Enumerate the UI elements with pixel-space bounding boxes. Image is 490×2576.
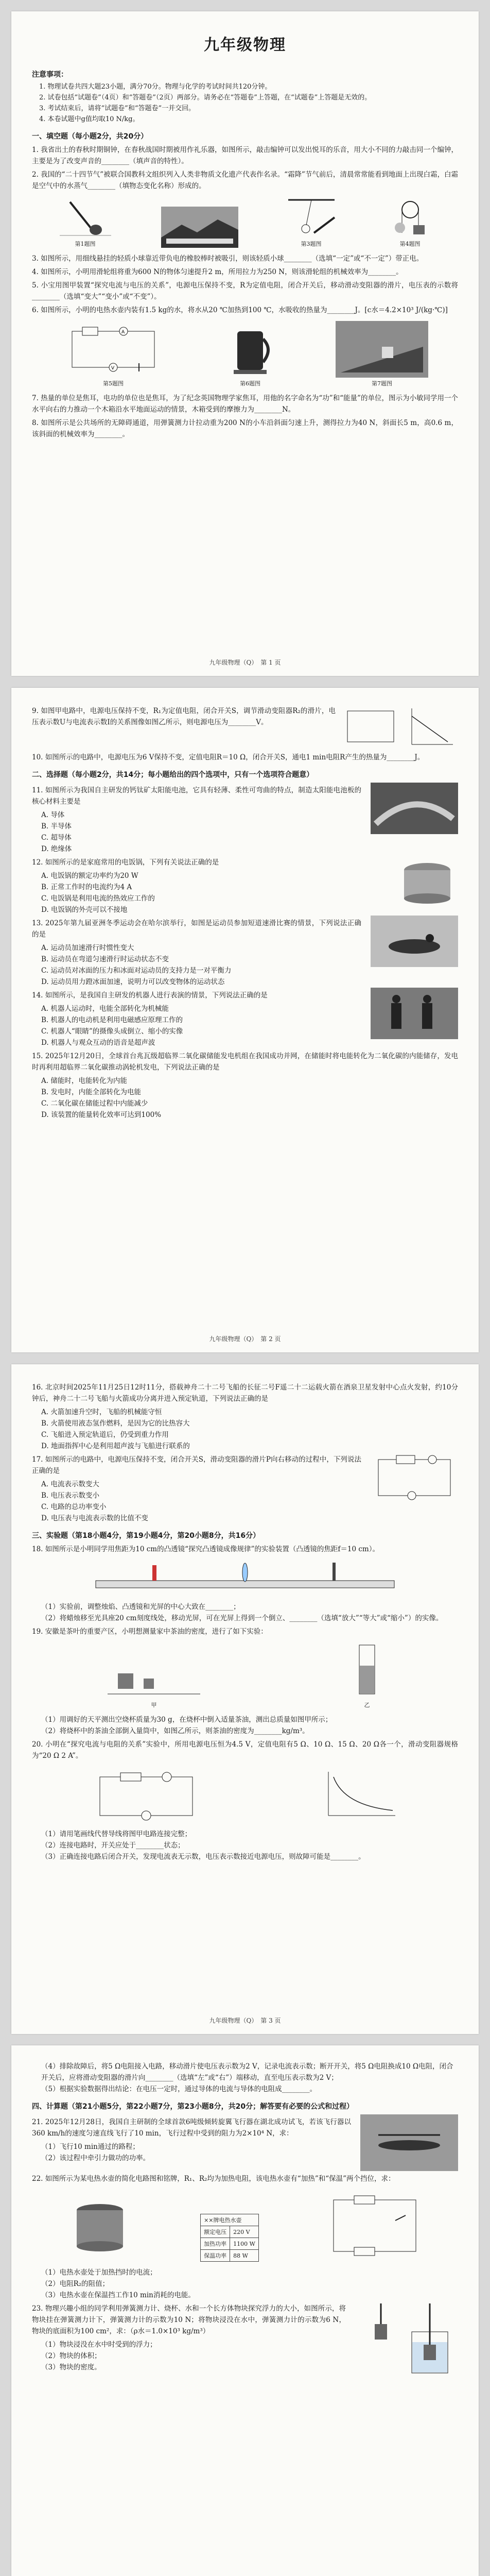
notice-item: 2. 试卷包括“试题卷”（4页）和“答题卷”（2页）两部分。请务必在“答题卷”上答题，在“试题卷”上答题是无效的。 xyxy=(39,94,372,101)
option: B. 电压表示数变小 xyxy=(41,1492,100,1500)
figure-row-1 xyxy=(32,197,458,248)
optical-bench-figure xyxy=(32,1560,458,1596)
question-20: 20. 小明在“探究电流与电阻的关系”实验中，所用电源电压恒为4.5 V，定值电阻有5 Ω、10 Ω、15 Ω、20 Ω各一个，滑动变阻器规格为“20 Ω 2 A”。 xyxy=(32,1740,458,1760)
exam-page-3 xyxy=(11,1364,479,2034)
figure-caption: 第5题图 xyxy=(103,380,124,387)
figure-balance xyxy=(102,1653,205,1709)
circuit-diagram-icon xyxy=(62,321,165,378)
option: B. 正常工作时的电流约为4 A xyxy=(41,883,132,891)
sub-question: （1）实验前，调整烛焰、凸透镜和光屏的中心大致在________； xyxy=(41,1603,240,1611)
option: A. 运动员加速滑行时惯性变大 xyxy=(41,944,134,952)
section-heading: 一、填空题（每小题2分，共20分） xyxy=(32,132,148,141)
question-1: 1. 我省出土的春秋时期铜钟，在春秋战国时期被用作礼乐器，如图所示，敲击编钟可以发出悦耳的乐音，用大小不同的力敲击同一个编钟，主要是为了改变声音的________（填声音的特性）。 xyxy=(32,146,458,165)
figure-landscape xyxy=(161,207,238,248)
figure-row-19 xyxy=(32,1642,458,1709)
option: D. 电压表与电流表示数的比值不变 xyxy=(41,1514,148,1522)
option: D. 机器人与观众互动的语音是超声波 xyxy=(41,1039,155,1047)
table-cell: 保温功率 xyxy=(201,2250,230,2262)
question-17: 17. 如图所示的电路中，电源电压保持不变，闭合开关S，滑动变阻器的滑片P向右移动的过程中，下列说法正确的是 xyxy=(32,1455,361,1475)
question-15: 15. 2025年12月20日，全球首台兆瓦级超临界二氧化碳储能发电机组在我国成功并网，在储能时将电能转化为二氧化碳的内能储存，发电时再利用超临界二氧化碳推动涡轮机发电，下列说法正确的是 xyxy=(32,1052,458,1072)
option: B. 半导体 xyxy=(41,822,72,831)
table-row xyxy=(201,2238,259,2250)
measuring-cylinder-icon xyxy=(346,1642,388,1699)
svg-text:A: A xyxy=(121,330,125,335)
figure-caption: 甲 xyxy=(151,1702,157,1708)
notice-item: 1. 物理试卷共四大题23小题，满分70分。物理与化学的考试时间共120分钟。 xyxy=(39,83,272,91)
sub-question: （3）物块的密度。 xyxy=(41,2363,101,2371)
question-12: 12. 如图所示的是家庭常用的电饭锅，下列有关说法正确的是 xyxy=(32,858,219,867)
q14-row xyxy=(32,988,458,1048)
iu-graph-icon xyxy=(345,703,458,750)
notice-list xyxy=(32,81,458,125)
buoyancy-experiment-icon xyxy=(355,2301,458,2378)
figure-row-22 xyxy=(32,2190,458,2262)
sub-question: （3）正确连接电路后闭合开关，发现电流表无示数，电压表示数接近电源电压，则故障可能是________。 xyxy=(41,1853,365,1861)
nameplate-title: ××牌电热水壶 xyxy=(201,2214,259,2226)
q13-row xyxy=(32,916,458,988)
q9-row xyxy=(32,703,458,750)
question-13: 13. 2025年第九届亚洲冬季运动会在哈尔滨举行，如图是运动员参加短道速滑比赛的情景，下列说法正确的是 xyxy=(32,919,361,939)
figure-kettle xyxy=(224,321,276,387)
option: D. 地面指挥中心是利用超声波与飞船进行联系的 xyxy=(41,1442,190,1450)
balance-weights-icon xyxy=(102,1653,205,1699)
sub-question: （4）排除故障后，将5 Ω电阻接入电路，移动滑片使电压表示数为2 V，记录电流表示数；断开开关，将5 Ω电阻换成10 Ω电阻，闭合开关后，应将滑动变阻器的滑片向________（选填“左”或“右”）端移动，直至电压表示数为2 V； xyxy=(41,2062,453,2082)
sub-question: （1）电热水壶处于加热挡时的电流； xyxy=(41,2268,157,2277)
table-cell: 加热功率 xyxy=(201,2238,230,2250)
question-8: 8. 如图所示是公共场所的无障碍通道，用弹簧测力计拉动重为200 N的小车沿斜面匀速上升，测得拉力为40 N，斜面长5 m，高0.6 m，该斜面的机械效率为________。 xyxy=(32,419,458,438)
option: B. 机器人的电动机是利用电磁感应原理工作的 xyxy=(41,1016,183,1024)
question-10: 10. 如图所示的电路中，电源电压为6 V保持不变，定值电阻R＝10 Ω，闭合开关S，通电1 min电阻R产生的热量为________J。 xyxy=(32,753,425,761)
figure-caption: 第7题图 xyxy=(372,380,392,387)
option: C. 机器人“眼睛”的摄像头成倒立、缩小的实像 xyxy=(41,1027,183,1036)
option: C. 电饭锅是利用电流的热效应工作的 xyxy=(41,894,155,903)
option: A. 电饭锅的额定功率约为20 W xyxy=(41,872,138,880)
sub-question: （3）电热水壶在保温挡工作10 min消耗的电能。 xyxy=(41,2291,195,2299)
figure-row-20 xyxy=(32,1767,458,1823)
option: A. 电流表示数变大 xyxy=(41,1480,99,1488)
option: A. 火箭加速升空时，飞船的机械能守恒 xyxy=(41,1408,162,1416)
q17-row xyxy=(32,1452,458,1524)
figure-bell xyxy=(55,197,116,248)
sub-question: （1）用调好的天平测出空烧杯质量为30 g，在烧杯中倒入适量茶油，测出总质量如图甲所示； xyxy=(41,1716,332,1724)
figure-row-2 xyxy=(32,321,458,387)
section-heading: 二、选择题（每小题2分，共14分；每小题给出的四个选项中，只有一个选项符合题意） xyxy=(32,771,314,779)
option: C. 运动员对冰面的压力和冰面对运动员的支持力是一对平衡力 xyxy=(41,967,232,975)
solar-cell-icon xyxy=(371,783,458,834)
kettle-icon xyxy=(224,321,276,378)
exam-page-2 xyxy=(11,688,479,1352)
section-heading: 三、实验题（第18小题4分，第19小题4分，第20小题8分，共16分） xyxy=(32,1532,260,1540)
page-footer: 九年级物理（Q） 第 2 页 xyxy=(209,1335,281,1343)
question-21: 21. 2025年12月28日，我国自主研制的全球首款6吨级倾转旋翼飞行器在湖北成功试飞，若该飞行器以360 km/h的速度匀速直线飞行了10 min，飞行过程中受到的阻力为2×10⁴ N，求： xyxy=(32,2118,351,2138)
sub-question: （2）将烧杯中的茶油全部倒入量筒中，如图乙所示，则茶油的密度为________kg/m³。 xyxy=(41,1727,309,1735)
question-3: 3. 如图所示，用细线悬挂的轻质小球靠近带负电的橡胶棒时被吸引，则该轻质小球________（选填“一定”或“不一定”）带正电。 xyxy=(32,255,424,263)
sub-question: （1）飞行10 min通过的路程； xyxy=(41,2143,139,2151)
table-cell: 88 W xyxy=(230,2250,259,2262)
sub-question: （2）物块的体积； xyxy=(41,2352,101,2360)
q11-row xyxy=(32,783,458,855)
tiltrotor-aircraft-icon xyxy=(360,2114,458,2171)
table-row xyxy=(201,2226,259,2238)
robot-photo-icon xyxy=(371,988,458,1039)
question-16: 16. 北京时间2025年11月25日12时11分，搭载神舟二十二号飞船的长征二号F遥二十二运载火箭在酒泉卫星发射中心点火发射，约10分钟后，神舟二十二号飞船与火箭成功分离并进入预定轨道，下列说法正确的是 xyxy=(32,1383,458,1403)
option: B. 火箭使用液态氢作燃料，是因为它的比热容大 xyxy=(41,1419,190,1428)
sub-question: （2）电阻R₂的阻值； xyxy=(41,2280,110,2288)
bell-figure-icon xyxy=(55,197,116,238)
ramp-photo-icon xyxy=(336,321,428,378)
figure-pulley xyxy=(384,197,436,248)
page-footer: 九年级物理（Q） 第 1 页 xyxy=(209,659,281,666)
suspended-ball-icon xyxy=(283,197,340,238)
option: A. 机器人运动时，电能全部转化为机械能 xyxy=(41,1005,169,1013)
notice-heading: 注意事项： xyxy=(32,71,68,79)
sub-question: （2）连接电路时，开关应处于________状态； xyxy=(41,1841,185,1850)
option: C. 电路的总功率变小 xyxy=(41,1503,107,1511)
figure-caption: 第4题图 xyxy=(399,241,421,247)
figure-caption: 第3题图 xyxy=(301,241,322,247)
question-14: 14. 如图所示，是我国自主研发的机器人进行表演的情景，下列说法正确的是 xyxy=(32,991,268,999)
q23-row xyxy=(32,2301,458,2378)
question-4: 4. 如图所示，小明用滑轮组将重为600 N的物体匀速提升2 m，所用拉力为250 N，则该滑轮组的机械效率为________。 xyxy=(32,268,403,276)
option: C. 二氧化碳在储能过程中内能减少 xyxy=(41,1099,148,1108)
circuit-diagram-icon xyxy=(371,1452,458,1503)
option: B. 发电时，内能全部转化为电能 xyxy=(41,1088,142,1096)
option: D. 该装置的能量转化效率可达到100% xyxy=(41,1111,162,1119)
experiment-circuit-icon xyxy=(90,1767,203,1823)
option: B. 运动员在弯道匀速滑行时运动状态不变 xyxy=(41,955,169,963)
kettle-circuit-icon xyxy=(323,2190,426,2262)
sub-question: （1）物块浸没在水中时受到的浮力； xyxy=(41,2341,157,2349)
notice-item: 4. 本卷试题中g值均取10 N/kg。 xyxy=(39,115,139,123)
table-cell: 1100 W xyxy=(230,2238,259,2250)
sub-question: （2）该过程中牵引力做功的功率。 xyxy=(41,2154,150,2162)
figure-pendulum-ball xyxy=(283,197,340,248)
speed-skating-photo-icon xyxy=(371,916,458,967)
table-cell: 额定电压 xyxy=(201,2226,230,2238)
q21-row xyxy=(32,2114,458,2171)
current-resistance-graph-icon xyxy=(318,1767,400,1823)
option: C. 飞船进入预定轨道后，仍受到重力作用 xyxy=(41,1431,169,1439)
exam-page-1 xyxy=(11,11,479,676)
question-2: 2. 我国的“二十四节气”被联合国教科文组织列入人类非物质文化遗产代表作名录。“霜降”节气前后，清晨常常能看到地面上出现白霜，白霜是空气中的水蒸气________（填物态变化名称）形成的。 xyxy=(32,171,458,190)
option: C. 超导体 xyxy=(41,834,72,842)
question-22: 22. 如图所示为某电热水壶的简化电路图和铭牌，R₁、R₂均为加热电阻，该电热水壶有“加热”和“保温”两个挡位，求： xyxy=(32,2175,395,2183)
question-23: 23. 物理兴趣小组的同学利用弹簧测力计、烧杯、水和一个长方体物块探究浮力的大小，如图所示，将物块挂在弹簧测力计下，弹簧测力计的示数为10 N；将物块浸没在水中，弹簧测力计的示数为6 N，物块的底面积为100 cm²，求：（ρ水＝1.0×10³ kg/m³） xyxy=(32,2304,346,2335)
question-9: 9. 如图甲电路中，电源电压保持不变，R₁为定值电阻，闭合开关S，调节滑动变阻器R₂的滑片，电压表示数U与电流表示数I的关系图像如图乙所示，则电源电压为________V。 xyxy=(32,707,336,726)
figure-ramp xyxy=(336,321,428,387)
electric-kettle-icon xyxy=(64,2190,136,2262)
section-heading: 四、计算题（第21小题5分，第22小题7分，第23小题8分，共20分；解答要有必要的公式和过程） xyxy=(32,2103,354,2111)
question-5: 5. 小宝用图甲装置“探究电流与电压的关系”，电源电压保持不变，R为定值电阻，闭合开关后，移动滑动变阻器的滑片，电压表的示数将________（选填“变大”“变小”或“不变”）。 xyxy=(32,281,458,301)
figure-caption: 第6题图 xyxy=(240,380,260,387)
option: D. 电饭锅的外壳可以不接地 xyxy=(41,906,128,914)
optical-bench-icon xyxy=(91,1560,399,1596)
nameplate-table xyxy=(200,2214,259,2262)
pulley-icon xyxy=(384,197,436,238)
option: A. 储能时，电能转化为内能 xyxy=(41,1077,127,1085)
frost-photo-icon xyxy=(161,207,238,248)
notice-item: 3. 考试结束后，请将“试题卷”和“答题卷”一并交回。 xyxy=(39,105,196,112)
exam-title: 九年级物理 xyxy=(204,36,286,54)
figure-caption: 第1题图 xyxy=(75,241,96,247)
exam-page-4 xyxy=(11,2045,479,2576)
question-19: 19. 安徽是茶叶的重要产区，小明想测量家中茶油的密度，进行了如下实验： xyxy=(32,1628,268,1636)
figure-cylinder xyxy=(346,1642,388,1709)
table-cell: 220 V xyxy=(230,2226,259,2238)
question-11: 11. 如图所示为我国自主研发的钙钛矿太阳能电池，它具有轻薄、柔性可弯曲的特点，制造太阳能电池板的核心材料主要是 xyxy=(32,786,361,806)
rice-cooker-icon xyxy=(396,855,458,906)
question-18: 18. 如图所示是小明同学用焦距为10 cm的凸透镜“探究凸透镜成像规律”的实验装置（凸透镜的焦距f＝10 cm）。 xyxy=(32,1545,379,1553)
question-6: 6. 如图所示，小明的电热水壶内装有1.5 kg的水，将水从20 ℃加热到100 ℃，水吸收的热量为________J。[c水＝4.2×10³ J/(kg·℃)] xyxy=(32,306,448,314)
option: D. 绝缘体 xyxy=(41,845,72,853)
svg-text:V: V xyxy=(111,366,115,371)
table-row xyxy=(201,2250,259,2262)
sub-question: （1）请用笔画线代替导线将图甲电路连接完整； xyxy=(41,1830,192,1838)
q12-row xyxy=(32,855,458,916)
option: D. 运动员用力蹬冰面加速，说明力可以改变物体的运动状态 xyxy=(41,978,225,986)
sub-question: （5）根据实验数据得出结论：在电压一定时，通过导体的电流与导体的电阻成________。 xyxy=(41,2085,317,2093)
figure-circuit-5 xyxy=(62,321,165,387)
figure-caption: 乙 xyxy=(364,1702,370,1708)
question-7: 7. 热量的单位是焦耳，电功的单位也是焦耳，为了纪念英国物理学家焦耳，用他的名字命名为“功”和“能量”的单位，图示为小敏同学用一个水平向右的力推动一个木箱沿水平地面运动的情景，木箱受到的摩擦力为________N。 xyxy=(32,394,458,414)
sub-question: （2）将蜡烛移至光具座20 cm刻度线处，移动光屏，可在光屏上得到一个倒立、________（选填“放大”“等大”或“缩小”）的实像。 xyxy=(41,1614,443,1622)
page-footer: 九年级物理（Q） 第 3 页 xyxy=(209,2017,281,2024)
option: A. 导体 xyxy=(41,811,65,819)
